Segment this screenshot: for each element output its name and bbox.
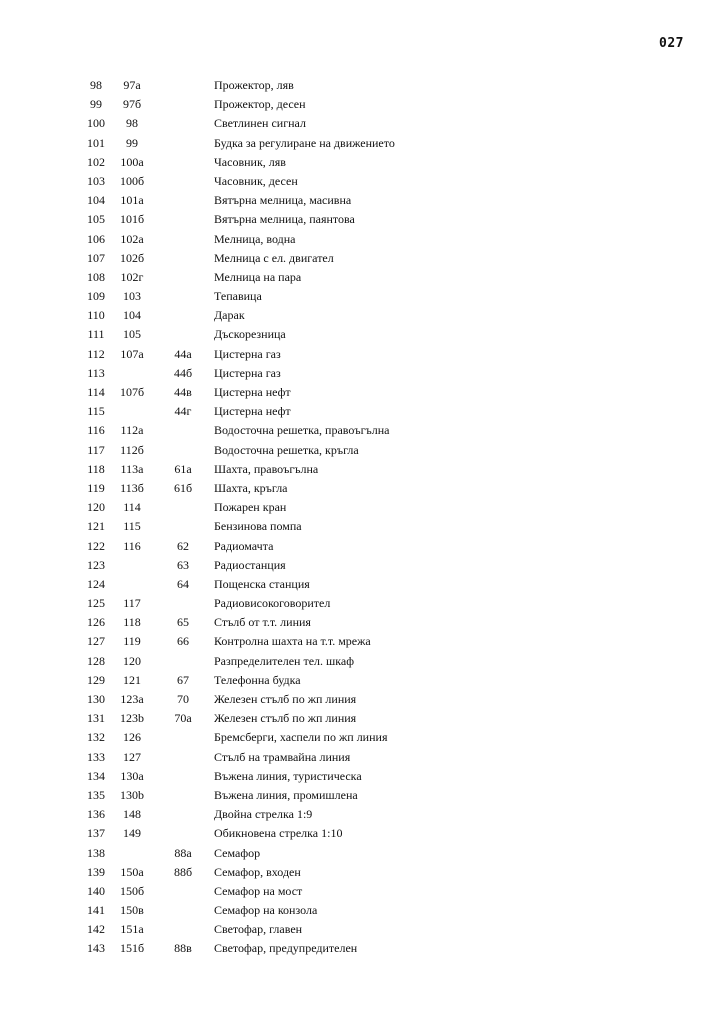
symbol-description: Радиовисокоговорител bbox=[214, 596, 331, 611]
alt-code: 65 bbox=[177, 615, 189, 630]
row-number: 102 bbox=[87, 154, 105, 169]
legacy-code: 117 bbox=[123, 596, 141, 611]
legacy-code: 104 bbox=[123, 308, 141, 323]
legacy-code: 100б bbox=[119, 173, 145, 188]
table-row bbox=[80, 134, 440, 153]
symbol-description: Обикновена стрелка 1:10 bbox=[214, 826, 343, 841]
legacy-code: 115 bbox=[123, 519, 141, 534]
alt-code: 61б bbox=[173, 480, 193, 495]
alt-code: 44г bbox=[174, 404, 192, 419]
table-row bbox=[80, 306, 440, 325]
symbol-description: Стълб от т.т. линия bbox=[214, 615, 311, 630]
legacy-code: 118 bbox=[123, 615, 141, 630]
table-row bbox=[80, 844, 440, 863]
symbol-description: Семафор на мост bbox=[214, 883, 303, 898]
row-number: 131 bbox=[87, 711, 105, 726]
legacy-code: 150в bbox=[120, 903, 144, 918]
legacy-code: 102а bbox=[120, 231, 144, 246]
symbol-description: Железен стълб по жп линия bbox=[214, 692, 357, 706]
symbol-description: Пощенска станция bbox=[214, 576, 310, 591]
table-row bbox=[80, 268, 440, 287]
row-number: 110 bbox=[87, 308, 105, 323]
row-number: 117 bbox=[87, 442, 105, 457]
alt-code: 67 bbox=[177, 672, 189, 687]
row-number: 127 bbox=[87, 634, 105, 649]
legacy-code: 123а bbox=[120, 692, 144, 706]
alt-code: 62 bbox=[177, 538, 189, 553]
alt-code: 44в bbox=[174, 385, 192, 399]
legacy-code: 151б bbox=[119, 941, 145, 956]
symbol-description: Цистерна газ bbox=[214, 365, 281, 380]
row-number: 103 bbox=[87, 173, 105, 188]
alt-code: 70 bbox=[177, 692, 189, 706]
legacy-code: 105 bbox=[123, 327, 141, 342]
row-number: 105 bbox=[87, 212, 105, 227]
symbol-description: Бензинова помпа bbox=[214, 519, 302, 534]
symbol-description: Дарак bbox=[214, 308, 245, 323]
legacy-code: 130b bbox=[120, 787, 144, 802]
symbol-description: Шахта, правоъгълна bbox=[214, 461, 319, 476]
legacy-code: 130а bbox=[120, 768, 144, 783]
legacy-code: 101б bbox=[119, 212, 145, 227]
legacy-code: 113а bbox=[120, 461, 144, 476]
legacy-code: 97а bbox=[123, 78, 141, 92]
row-number: 125 bbox=[87, 596, 105, 611]
symbol-table bbox=[80, 76, 440, 959]
table-row bbox=[80, 748, 440, 767]
row-number: 99 bbox=[90, 97, 102, 112]
symbol-description: Светофар, предупредителен bbox=[214, 941, 358, 956]
row-number: 112 bbox=[87, 346, 105, 361]
table-row bbox=[80, 402, 440, 421]
table-row bbox=[80, 383, 440, 402]
table-row bbox=[80, 767, 440, 786]
legacy-code: 107а bbox=[120, 346, 144, 361]
table-row bbox=[80, 920, 440, 939]
symbol-description: Шахта, кръгла bbox=[214, 480, 288, 495]
symbol-description: Семафор на конзола bbox=[214, 903, 318, 918]
row-number: 116 bbox=[87, 423, 105, 438]
table-row bbox=[80, 709, 440, 728]
legacy-code: 150а bbox=[120, 864, 144, 879]
table-row bbox=[80, 863, 440, 882]
table-row bbox=[80, 652, 440, 671]
symbol-description: Мелница, водна bbox=[214, 231, 296, 246]
symbol-description: Бремсберги, хаспели по жп линия bbox=[214, 730, 388, 745]
table-row bbox=[80, 594, 440, 613]
row-number: 119 bbox=[87, 480, 105, 495]
legacy-code: 127 bbox=[123, 749, 141, 764]
legacy-code: 112а bbox=[120, 423, 144, 438]
symbol-description: Мелница на пара bbox=[214, 269, 302, 284]
symbol-description: Водосточна решетка, кръгла bbox=[214, 442, 359, 457]
table-row bbox=[80, 613, 440, 632]
row-number: 128 bbox=[87, 653, 105, 668]
table-row bbox=[80, 671, 440, 690]
page-number: 027 bbox=[659, 36, 684, 51]
row-number: 109 bbox=[87, 289, 105, 304]
symbol-description: Цистерна нефт bbox=[214, 385, 291, 399]
symbol-description: Радиостанция bbox=[214, 557, 286, 572]
table-row bbox=[80, 95, 440, 114]
alt-code: 61а bbox=[174, 461, 192, 476]
alt-code: 70а bbox=[174, 711, 192, 726]
legacy-code: 103 bbox=[123, 289, 141, 304]
table-row bbox=[80, 191, 440, 210]
symbol-description: Прожектор, десен bbox=[214, 97, 306, 112]
table-row bbox=[80, 498, 440, 517]
symbol-description: Семафор, входен bbox=[214, 864, 301, 879]
legacy-code: 119 bbox=[123, 634, 141, 649]
alt-code: 88б bbox=[173, 864, 193, 879]
table-row bbox=[80, 249, 440, 268]
table-row bbox=[80, 345, 440, 364]
table-row bbox=[80, 364, 440, 383]
row-number: 108 bbox=[87, 269, 105, 284]
table-row bbox=[80, 210, 440, 229]
table-row bbox=[80, 460, 440, 479]
row-number: 115 bbox=[87, 404, 105, 419]
row-number: 139 bbox=[87, 864, 105, 879]
symbol-description: Железен стълб по жп линия bbox=[214, 711, 357, 726]
table-row bbox=[80, 690, 440, 709]
table-row bbox=[80, 575, 440, 594]
row-number: 106 bbox=[87, 231, 105, 246]
row-number: 100 bbox=[87, 116, 105, 131]
row-number: 120 bbox=[87, 500, 105, 515]
legacy-code: 102б bbox=[119, 250, 145, 265]
row-number: 111 bbox=[87, 327, 105, 342]
symbol-description: Светофар, главен bbox=[214, 922, 303, 937]
row-number: 133 bbox=[87, 749, 105, 764]
symbol-description: Светлинен сигнал bbox=[214, 116, 306, 131]
row-number: 98 bbox=[90, 78, 102, 92]
symbol-description: Будка за регулиране на движението bbox=[214, 135, 395, 150]
table-row bbox=[80, 556, 440, 575]
table-row bbox=[80, 901, 440, 920]
row-number: 126 bbox=[87, 615, 105, 630]
symbol-description: Разпределителен тел. шкаф bbox=[214, 653, 355, 668]
symbol-description: Двойна стрелка 1:9 bbox=[214, 807, 313, 822]
legacy-code: 123b bbox=[120, 711, 144, 726]
table-row bbox=[80, 728, 440, 747]
alt-code: 64 bbox=[177, 576, 189, 591]
symbol-description: Контролна шахта на т.т. мрежа bbox=[214, 634, 371, 649]
table-row bbox=[80, 76, 440, 95]
table-row bbox=[80, 287, 440, 306]
legacy-code: 101а bbox=[120, 193, 144, 208]
symbol-description: Въжена линия, туристическа bbox=[214, 768, 362, 783]
row-number: 141 bbox=[87, 903, 105, 918]
table-row bbox=[80, 632, 440, 651]
table-row bbox=[80, 230, 440, 249]
symbol-description: Прожектор, ляв bbox=[214, 78, 294, 92]
table-row bbox=[80, 325, 440, 344]
symbol-description: Часовник, ляв bbox=[214, 154, 286, 169]
table-row bbox=[80, 479, 440, 498]
legacy-code: 102г bbox=[120, 269, 144, 284]
symbol-description: Вятърна мелница, паянтова bbox=[214, 212, 355, 227]
legacy-code: 121 bbox=[123, 672, 141, 687]
legacy-code: 112б bbox=[120, 442, 144, 457]
row-number: 113 bbox=[87, 365, 105, 380]
row-number: 137 bbox=[87, 826, 105, 841]
table-row bbox=[80, 114, 440, 133]
symbol-description: Вятърна мелница, масивна bbox=[214, 193, 352, 208]
legacy-code: 114 bbox=[123, 500, 141, 515]
row-number: 114 bbox=[87, 385, 105, 399]
legacy-code: 99 bbox=[126, 135, 138, 150]
row-number: 134 bbox=[87, 768, 105, 783]
legacy-code: 126 bbox=[123, 730, 141, 745]
legacy-code: 107б bbox=[119, 385, 145, 399]
symbol-description: Радиомачта bbox=[214, 538, 274, 553]
row-number: 122 bbox=[87, 538, 105, 553]
legacy-code: 97б bbox=[122, 97, 142, 112]
table-row bbox=[80, 421, 440, 440]
alt-code: 44а bbox=[174, 346, 192, 361]
symbol-description: Телефонна будка bbox=[214, 672, 301, 687]
symbol-description: Семафор bbox=[214, 845, 261, 860]
row-number: 121 bbox=[87, 519, 105, 534]
row-number: 132 bbox=[87, 730, 105, 745]
row-number: 118 bbox=[87, 461, 105, 476]
row-number: 138 bbox=[87, 845, 105, 860]
row-number: 143 bbox=[87, 941, 105, 956]
alt-code: 63 bbox=[177, 557, 189, 572]
legacy-code: 149 bbox=[123, 826, 141, 841]
row-number: 104 bbox=[87, 193, 105, 208]
table-row bbox=[80, 537, 440, 556]
table-row bbox=[80, 441, 440, 460]
alt-code: 88а bbox=[174, 845, 192, 860]
row-number: 140 bbox=[87, 883, 105, 898]
row-number: 136 bbox=[87, 807, 105, 822]
legacy-code: 113б bbox=[120, 480, 144, 495]
legacy-code: 150б bbox=[119, 883, 145, 898]
table-row bbox=[80, 939, 440, 958]
symbol-description: Дъскорезница bbox=[214, 327, 286, 342]
legacy-code: 120 bbox=[123, 653, 141, 668]
symbol-description: Цистерна нефт bbox=[214, 404, 291, 419]
table-row bbox=[80, 805, 440, 824]
symbol-description: Въжена линия, промишлена bbox=[214, 787, 358, 802]
row-number: 107 bbox=[87, 250, 105, 265]
legacy-code: 148 bbox=[123, 807, 141, 822]
symbol-description: Стълб на трамвайна линия bbox=[214, 749, 351, 764]
legacy-code: 100а bbox=[120, 154, 144, 169]
symbol-description: Цистерна газ bbox=[214, 346, 281, 361]
legacy-code: 98 bbox=[126, 116, 138, 131]
row-number: 129 bbox=[87, 672, 105, 687]
symbol-description: Тепавица bbox=[214, 289, 262, 304]
table-row bbox=[80, 786, 440, 805]
row-number: 135 bbox=[87, 787, 105, 802]
legacy-code: 151а bbox=[120, 922, 144, 937]
row-number: 123 bbox=[87, 557, 105, 572]
row-number: 142 bbox=[87, 922, 105, 937]
alt-code: 66 bbox=[177, 634, 189, 649]
table-row bbox=[80, 882, 440, 901]
alt-code: 88в bbox=[174, 941, 192, 956]
table-row bbox=[80, 517, 440, 536]
legacy-code: 116 bbox=[123, 538, 141, 553]
row-number: 130 bbox=[87, 692, 105, 706]
symbol-description: Мелница с ел. двигател bbox=[214, 250, 334, 265]
alt-code: 44б bbox=[173, 365, 193, 380]
row-number: 124 bbox=[87, 576, 105, 591]
table-row bbox=[80, 172, 440, 191]
symbol-description: Водосточна решетка, правоъгълна bbox=[214, 423, 390, 438]
symbol-description: Часовник, десен bbox=[214, 173, 298, 188]
table-row bbox=[80, 824, 440, 843]
table-row bbox=[80, 153, 440, 172]
row-number: 101 bbox=[87, 135, 105, 150]
symbol-description: Пожарен кран bbox=[214, 500, 287, 515]
